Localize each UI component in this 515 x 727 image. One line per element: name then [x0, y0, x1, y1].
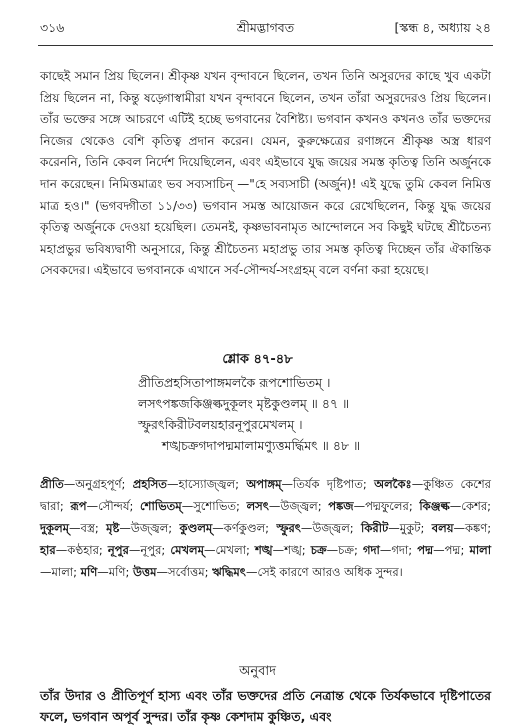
synonym-meaning: কেশর [461, 499, 488, 513]
synonym-word: অপাঙ্গম্ [246, 477, 282, 491]
synonym-meaning: কর্ণকুণ্ডল [223, 521, 266, 535]
synonym-meaning: কঙ্কণ [464, 521, 488, 535]
synonym-word: ঋদ্ধিমৎ [212, 565, 246, 579]
synonym-word: গদা [362, 543, 380, 557]
translation-text: তাঁর উদার ও প্রীতিপূর্ণ হাস্য এবং তাঁর ভক্তদের প্রতি নেত্রান্ত থেকে তির্যকভাবে দৃষ্টিপাতের ফলে, ভগবান অপূর্ব সুন্দর। তাঁর কৃষ্ণ কেশদাম কুঞ্চিত, এবং [40, 688, 491, 724]
synonym-word: কিঞ্জল্ক [419, 499, 450, 513]
synonym-meaning: শঙ্খ [284, 543, 302, 557]
synonym-word: কুণ্ডলম্ [179, 521, 213, 535]
synonym-word: রূপ [70, 499, 87, 513]
page-number: ৩১৬ [40, 20, 65, 35]
verse-line: স্ফুরৎকিরীটবলয়হারনূপুরমেখলম্ । [138, 417, 303, 432]
synonym-word: কিরীট [361, 521, 389, 535]
translation-heading: অনুবাদ [239, 664, 276, 679]
verse-line: শঙ্খচক্রগদাপদ্মমালামণ্যুত্তমর্দ্ধিমৎ ॥ ৪৮ ॥ [162, 438, 361, 453]
header-rule [38, 45, 493, 46]
synonym-word: অলকৈঃ [374, 477, 412, 491]
page-header [40, 20, 491, 40]
synonym-meaning: মণি [108, 565, 126, 579]
synonym-meaning: সুশোভিত [193, 499, 237, 513]
synonym-word: স্ফুরৎ [276, 521, 301, 535]
synonyms-paragraph: প্রীতি—অনুগ্রহপূর্ণ; প্রহসিত—হাস্যোজ্জ্বল; অপাঙ্গম্—তির্যক দৃষ্টিপাত; অলকৈঃ—কুঞ্চিত কেশের দ্বারা; রূপ—সৌন্দর্য; শোভিতম্—সুশোভিত; লসৎ—উজ্জ্বল; পঙ্কজ—পদ্মফুলের; কিঞ্জল্ক—কেশর; দুকূলম্—বস্ত্র; মৃষ্ট—উজ্জ্বল; কুণ্ডলম্—কর্ণকুণ্ডল; স্ফুরৎ—উজ্জ্বল; কিরীট—মুকুট; বলয়—কঙ্কণ; হার—কণ্ঠহার; নূপুর—নূপুর; মেখলম্—মেখলা; শঙ্খ—শঙ্খ; চক্র—চক্র; গদা—গদা; পদ্ম—পদ্ম; মালা—মালা; মণি—মণি; উত্তম—সর্বোত্তম; ঋদ্ধিমৎ—সেই কারণে আরও অধিক সুন্দর। [40, 477, 492, 579]
synonym-meaning: পদ্ম [444, 543, 461, 557]
synonym-meaning: চক্র [338, 543, 354, 557]
synonym-meaning: উজ্জ্বল [280, 499, 318, 513]
synonym-word: মৃষ্ট [106, 521, 120, 535]
synonym-word: মণি [80, 565, 98, 579]
synonym-word: লসৎ [246, 499, 269, 513]
synonym-meaning: নূপুর [140, 543, 162, 557]
synonym-word: প্রীতি [40, 477, 64, 491]
synonym-word: পদ্ম [417, 543, 434, 557]
verse-line: প্রীতিপ্রহসিতাপাঙ্গমলকৈ রূপশোভিতম্ । [138, 375, 331, 390]
synonym-word: নূপুর [107, 543, 129, 557]
verse-heading: শ্লোক ৪৭-৪৮ [222, 352, 293, 367]
synonym-meaning: পদ্মফুলের [365, 499, 409, 513]
synonym-meaning: হাস্যোজ্জ্বল [178, 477, 236, 491]
verse-block [138, 372, 498, 456]
synonym-word: শঙ্খ [255, 543, 273, 557]
section-reference: [স্কন্ধ ৪, অধ্যায় ২৪ [394, 20, 491, 35]
synonym-meaning: কুঞ্চিত কেশের দ্বারা [40, 477, 492, 513]
synonym-word: শোভিতম্ [140, 499, 182, 513]
synonym-meaning: উজ্জ্বল [312, 521, 350, 535]
purport-text: কাছেই সমান প্রিয় ছিলেন। শ্রীকৃষ্ণ যখন বৃন্দাবনে ছিলেন, তখন তিনি অসুরদের কাছে খুব একটা প্রিয় ছিলেন না, কিন্তু ষড়্গোস্বামীরা যখন বৃন্দাবনে ছিলেন, তখন তাঁরা অসুরদেরও প্রিয় ছিলেন। তাঁর ভক্তের সঙ্গে আচরণে এটিই হচ্ছে ভগবানের বৈশিষ্ট্য। ভগবান কখনও কখনও তাঁর ভক্তদের নিজের থেকেও বেশি কৃতিত্ব প্রদান করেন। যেমন, কুরুক্ষেত্রের রণাঙ্গনে শ্রীকৃষ্ণ অস্ত্র ধারণ করেননি, তিনি কেবল নির্দেশ দিয়েছিলেন, এবং এইভাবে যুদ্ধ জয়ের সমস্ত কৃতিত্ব তিনি অর্জুনকে দান করেছেন। নিমিত্তমাত্রং ভব সব্যসাচিন্ —"হে সব্যসাচী (অর্জুন)! এই যুদ্ধে তুমি কেবল নিমিত্ত মাত্র হও।" (ভগবদ্গীতা ১১/৩৩) ভগবান সমস্ত আয়োজন করে রেখেছিলেন, কিন্তু যুদ্ধ জয়ের কৃতিত্ব অর্জুনকে দেওয়া হয়েছিল। তেমনই, কৃষ্ণভাবনামৃত আন্দোলনে সব কিছুই ঘটছে শ্রীচৈতন্য মহাপ্রভুর ভবিষ্যদ্বাণী অনুসারে, কিন্তু শ্রীচৈতন্য মহাপ্রভু তার সমস্ত কৃতিত্ব দিচ্ছেন তাঁর ঐকান্তিক সেবকদের। এইভাবে ভগবানকে এখানে সর্ব-সৌন্দর্য-সংগ্রহম্ বলে বর্ণনা করা হয়েছে। [40, 69, 491, 278]
synonym-word: বলয় [431, 521, 454, 535]
synonym-meaning: তির্যক দৃষ্টিপাত [292, 477, 363, 491]
synonym-meaning: অনুগ্রহপূর্ণ [75, 477, 122, 491]
synonym-meaning: মুকুট [399, 521, 421, 535]
synonym-word: মালা [469, 543, 492, 557]
synonym-meaning: উজ্জ্বল [130, 521, 169, 535]
synonym-meaning: বস্ত্র [80, 521, 95, 535]
synonym-word: চক্র [310, 543, 327, 557]
synonym-meaning: মালা [51, 565, 74, 579]
verse-line: লসৎপঙ্কজকিঞ্জল্কদুকূলং মৃষ্টকুণ্ডলম্ ॥ ৪৭ ॥ [138, 396, 350, 411]
synonym-word: মেখলম্ [170, 543, 204, 557]
synonym-word: উত্তম [132, 565, 157, 579]
synonym-meaning: গদা [391, 543, 409, 557]
synonym-word: পঙ্কজ [328, 499, 354, 513]
synonym-word: প্রহসিত [132, 477, 167, 491]
synonym-meaning: সেই কারণে আরও অধিক সুন্দর। [257, 565, 403, 579]
synonym-word: দুকূলম্ [40, 521, 70, 535]
synonym-meaning: সর্বোত্তম [168, 565, 205, 579]
synonym-meaning: কণ্ঠহার [67, 543, 99, 557]
synonym-meaning: মেখলা [215, 543, 246, 557]
synonym-word: হার [40, 543, 56, 557]
synonym-meaning: সৌন্দর্য [98, 499, 130, 513]
book-title: শ্রীমদ্ভাগবত [236, 20, 295, 35]
